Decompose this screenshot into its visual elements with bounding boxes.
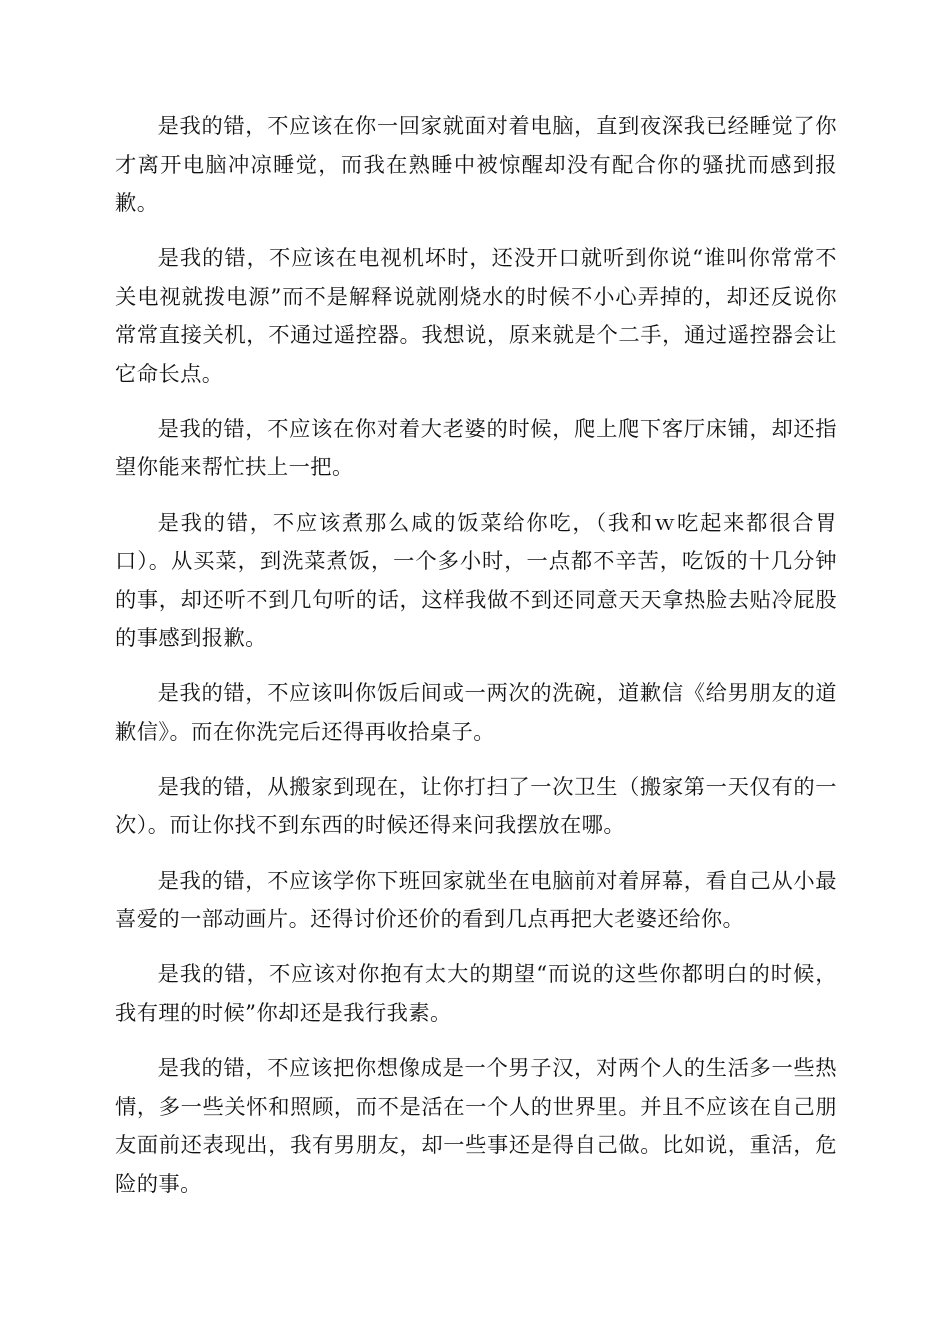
paragraph-2: 是我的错，不应该在电视机坏时，还没开口就听到你说“谁叫你常常不关电视就拨电源”而不是解释说就刚烧水的时候不小心弄掉的，却还反说你常常直接关机，不通过遥控器。我想说，原来就是个二手，通过遥控器会让它命长点。 xyxy=(115,246,837,387)
paragraph-4: 是我的错，不应该煮那么咸的饭菜给你吃，（我和ｗ吃起来都很合胃口）。从买菜，到洗菜煮饭，一个多小时，一点都不辛苦，吃饭的十几分钟的事，却还听不到几句听的话，这样我做不到还同意天天拿热脸去贴冷屁股的事感到报歉。 xyxy=(115,510,837,652)
paragraph-3: 是我的错，不应该在你对着大老婆的时候，爬上爬下客厅床铺，却还指望你能来帮忙扶上一把。 xyxy=(115,416,837,481)
paragraph-8: 是我的错，不应该对你抱有太大的期望“而说的这些你都明白的时候，我有理的时候”你却还是我行我素。 xyxy=(115,962,837,1026)
paragraph-5: 是我的错，不应该叫你饭后间或一两次的洗碗，道歉信《给男朋友的道歉信》。而在你洗完后还得再收拾桌子。 xyxy=(115,681,837,745)
paragraph-1: 是我的错，不应该在你一回家就面对着电脑，直到夜深我已经睡觉了你才离开电脑冲凉睡觉，而我在熟睡中被惊醒却没有配合你的骚扰而感到报歉。 xyxy=(115,114,837,216)
paragraph-6: 是我的错，从搬家到现在，让你打扫了一次卫生（搬家第一天仅有的一次）。而让你找不到东西的时候还得来问我摆放在哪。 xyxy=(115,774,837,839)
paragraph-9: 是我的错，不应该把你想像成是一个男子汉，对两个人的生活多一些热情，多一些关怀和照顾，而不是活在一个人的世界里。并且不应该在自己朋友面前还表现出，我有男朋友，却一些事还是得自己做。比如说，重活，危险的事。 xyxy=(115,1056,837,1197)
document-body xyxy=(115,108,837,1221)
paragraph-7: 是我的错，不应该学你下班回家就坐在电脑前对着屏幕，看自己从小最喜爱的一部动画片。还得讨价还价的看到几点再把大老婆还给你。 xyxy=(115,868,837,933)
